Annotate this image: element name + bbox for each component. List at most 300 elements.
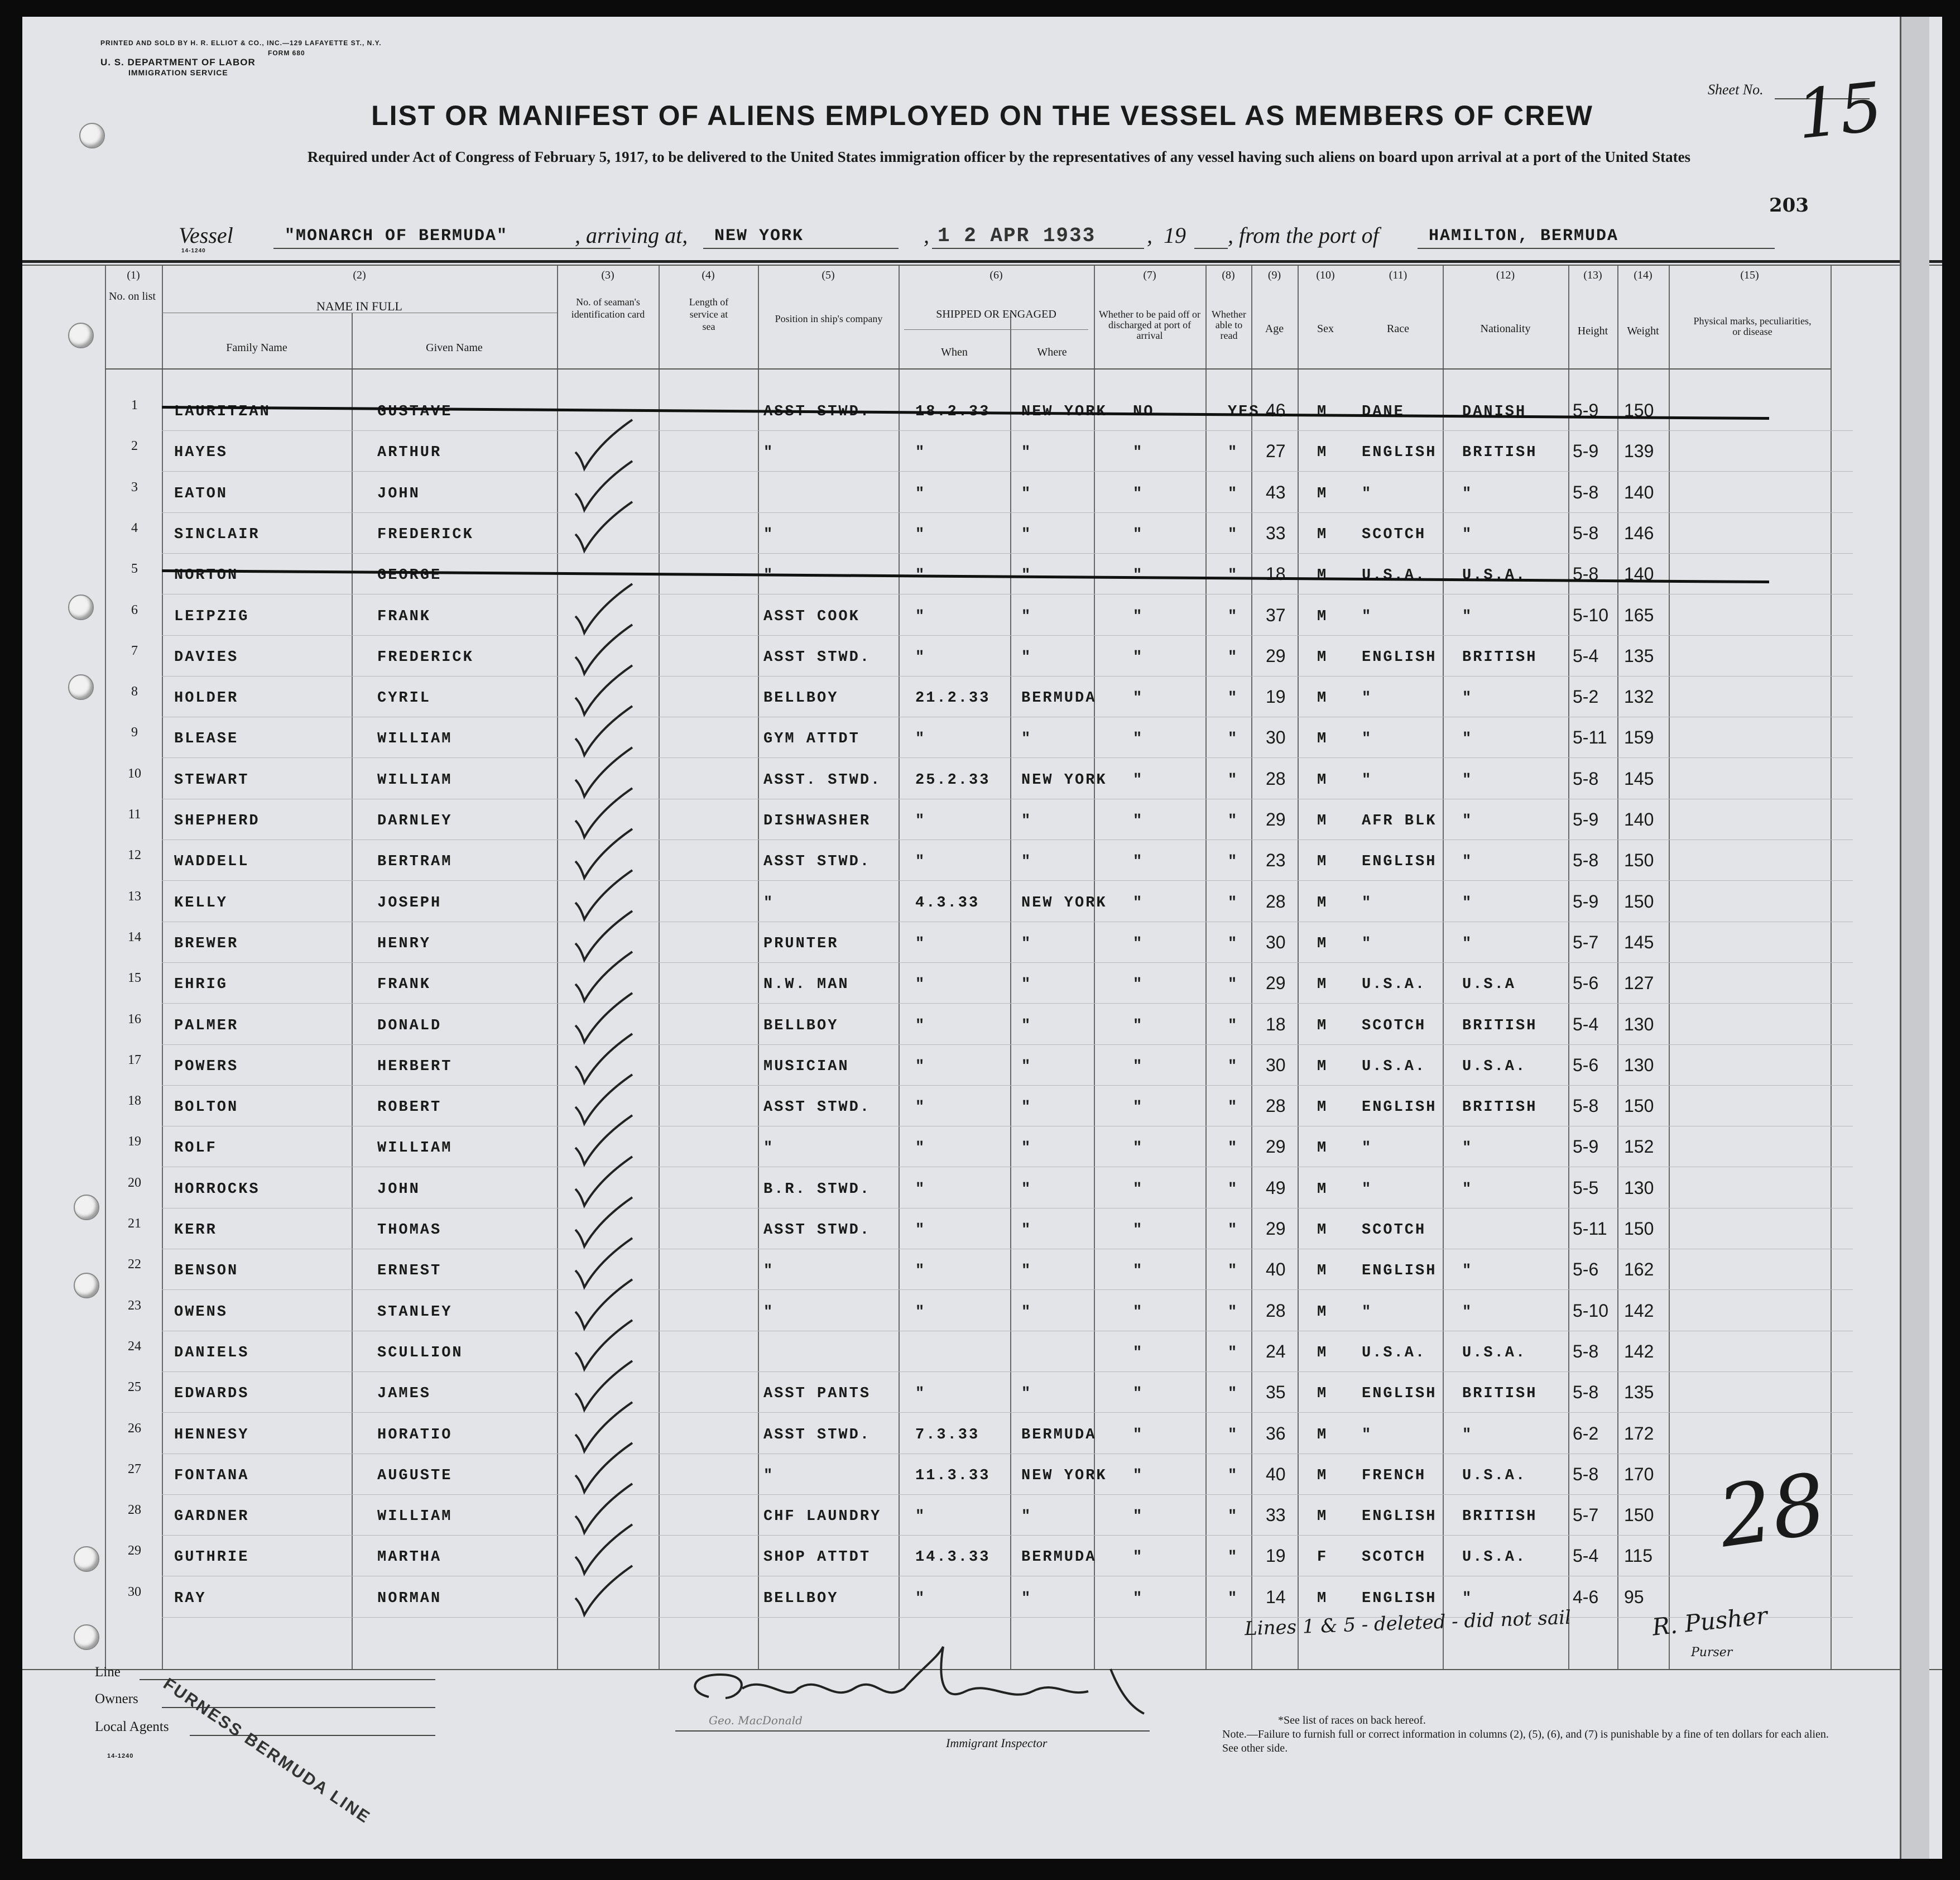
page-subtitle: Required under Act of Congress of February 5, 1917, to be delivered to the United States immigration officer by the representatives of any vessel having such aliens on board upon arrival at a port of the United States bbox=[307, 148, 1691, 165]
age-cell: 23 bbox=[1266, 850, 1286, 871]
sex-cell: M bbox=[1317, 1140, 1328, 1157]
where-cell: " bbox=[1021, 1017, 1032, 1034]
punch-hole bbox=[74, 1546, 99, 1572]
able-read-cell: " bbox=[1228, 853, 1239, 871]
race-cell: " bbox=[1362, 935, 1373, 952]
weight-cell: 150 bbox=[1624, 1219, 1654, 1239]
arrival-date: 1 2 APR 1933 bbox=[938, 224, 1096, 247]
weight-cell: 159 bbox=[1624, 727, 1654, 748]
able-read-cell: " bbox=[1228, 976, 1239, 994]
col-num: (9) bbox=[1267, 269, 1281, 281]
row-rule bbox=[162, 962, 1853, 963]
sex-cell: M bbox=[1317, 444, 1328, 462]
given-name-cell: MARTHA bbox=[377, 1549, 442, 1566]
nationality-cell: BRITISH bbox=[1462, 1099, 1538, 1116]
weight-cell: 139 bbox=[1624, 441, 1654, 462]
able-read-cell: " bbox=[1228, 1467, 1239, 1484]
nationality-cell: " bbox=[1462, 1181, 1473, 1198]
when-cell: 25.2.33 bbox=[915, 771, 991, 789]
height-cell: 5-2 bbox=[1573, 687, 1599, 707]
family-name-cell: GUTHRIE bbox=[174, 1549, 249, 1566]
weight-cell: 95 bbox=[1624, 1586, 1644, 1607]
paid-off-header: Whether to be paid off or discharged at port of arrival bbox=[1098, 309, 1201, 341]
arriving-label: , arriving at, bbox=[575, 223, 688, 248]
paid-off-cell: " bbox=[1133, 1467, 1144, 1484]
when-cell: " bbox=[915, 567, 926, 584]
position-header: Position in ship's company bbox=[775, 313, 883, 324]
row-number: 29 bbox=[128, 1543, 141, 1558]
where-cell: BERMUDA bbox=[1021, 690, 1097, 707]
weight-cell: 172 bbox=[1624, 1423, 1654, 1443]
weight-cell: 127 bbox=[1624, 973, 1654, 994]
year-comma: , bbox=[1147, 223, 1152, 248]
able-read-cell: " bbox=[1228, 690, 1239, 707]
row-rule bbox=[162, 1085, 1853, 1086]
paid-off-cell: " bbox=[1133, 1303, 1144, 1321]
age-cell: 40 bbox=[1266, 1464, 1286, 1484]
weight-cell: 165 bbox=[1624, 605, 1654, 625]
where-cell: " bbox=[1021, 608, 1032, 625]
nationality-cell: U.S.A. bbox=[1462, 1344, 1527, 1361]
where-cell: " bbox=[1021, 1058, 1032, 1075]
height-cell: 5-10 bbox=[1573, 1300, 1609, 1321]
row-number: 12 bbox=[128, 848, 141, 863]
age-cell: 29 bbox=[1266, 809, 1286, 829]
able-read-cell: " bbox=[1228, 1508, 1239, 1526]
able-read-cell: " bbox=[1228, 1344, 1239, 1361]
col-rule bbox=[1205, 266, 1207, 1670]
age-cell: 37 bbox=[1266, 605, 1286, 625]
where-cell: " bbox=[1021, 1303, 1032, 1321]
able-read-cell: " bbox=[1228, 1099, 1239, 1116]
race-cell: SCOTCH bbox=[1362, 526, 1426, 543]
height-cell: 5-4 bbox=[1573, 1014, 1599, 1034]
where-cell: NEW YORK bbox=[1021, 894, 1107, 912]
position-cell: " bbox=[763, 526, 775, 543]
height-cell: 5-9 bbox=[1573, 400, 1599, 420]
race-cell: U.S.A. bbox=[1362, 976, 1426, 994]
able-read-cell: " bbox=[1228, 731, 1239, 748]
row-rule bbox=[162, 635, 1853, 636]
position-cell: CHF LAUNDRY bbox=[763, 1508, 882, 1526]
weight-cell: 162 bbox=[1624, 1259, 1654, 1280]
age-cell: 19 bbox=[1266, 687, 1286, 707]
nationality-header: Nationality bbox=[1480, 323, 1531, 335]
race-cell: U.S.A. bbox=[1362, 1058, 1426, 1075]
header-bottom-rule bbox=[105, 368, 1831, 370]
row-number: 17 bbox=[128, 1052, 141, 1067]
position-cell: N.W. MAN bbox=[763, 976, 849, 994]
weight-cell: 140 bbox=[1624, 809, 1654, 829]
col-num: (1) bbox=[127, 269, 140, 281]
position-cell: BELLBOY bbox=[763, 690, 839, 707]
sex-cell: F bbox=[1317, 1549, 1328, 1566]
race-cell: ENGLISH bbox=[1362, 444, 1437, 462]
where-cell: " bbox=[1021, 935, 1032, 952]
col-num: (8) bbox=[1222, 269, 1235, 281]
when-cell: 11.3.33 bbox=[915, 1467, 991, 1484]
form-code: 14-1240 bbox=[181, 248, 206, 254]
row-rule bbox=[162, 1044, 1853, 1045]
able-read-cell: " bbox=[1228, 1303, 1239, 1321]
sex-cell: M bbox=[1317, 1508, 1328, 1526]
nationality-cell: DANISH bbox=[1462, 404, 1527, 420]
able-read-cell: " bbox=[1228, 1263, 1239, 1280]
height-cell: 5-6 bbox=[1573, 1259, 1599, 1280]
row-number: 18 bbox=[128, 1094, 141, 1109]
sex-header: Sex bbox=[1317, 323, 1334, 335]
given-name-cell: NORMAN bbox=[377, 1590, 442, 1607]
col-rule bbox=[659, 266, 660, 1670]
weight-cell: 150 bbox=[1624, 891, 1654, 912]
paid-off-cell: " bbox=[1133, 1508, 1144, 1526]
sex-cell: M bbox=[1317, 649, 1328, 666]
where-header: Where bbox=[1037, 346, 1067, 358]
nationality-cell: BRITISH bbox=[1462, 649, 1538, 666]
punch-hole bbox=[68, 323, 94, 348]
family-name-cell: STEWART bbox=[174, 771, 249, 789]
from-label: , from the port of bbox=[1228, 223, 1379, 248]
given-name-cell: BERTRAM bbox=[377, 853, 453, 871]
row-number: 19 bbox=[128, 1134, 141, 1149]
height-cell: 5-11 bbox=[1573, 727, 1607, 748]
row-rule bbox=[162, 757, 1853, 758]
when-cell: " bbox=[915, 1099, 926, 1116]
agents-label: Local Agents bbox=[95, 1719, 169, 1734]
age-cell: 46 bbox=[1266, 400, 1286, 420]
col-rule bbox=[352, 313, 353, 1669]
height-cell: 6-2 bbox=[1573, 1423, 1599, 1443]
position-cell: " bbox=[763, 1263, 775, 1280]
given-name-cell: FRANK bbox=[377, 608, 431, 625]
where-cell: " bbox=[1021, 649, 1032, 666]
sex-cell: M bbox=[1317, 404, 1328, 420]
age-cell: 43 bbox=[1266, 482, 1286, 502]
age-cell: 27 bbox=[1266, 441, 1286, 462]
height-cell: 5-8 bbox=[1573, 522, 1599, 543]
col-rule bbox=[1443, 266, 1444, 1670]
where-cell: NEW YORK bbox=[1021, 404, 1107, 420]
row-rule bbox=[162, 1412, 1853, 1413]
height-cell: 5-11 bbox=[1573, 1219, 1607, 1239]
able-read-cell: " bbox=[1228, 1017, 1239, 1034]
paid-off-cell: " bbox=[1133, 526, 1144, 543]
when-cell: " bbox=[915, 976, 926, 994]
when-cell: " bbox=[915, 935, 926, 952]
where-cell: " bbox=[1021, 485, 1032, 502]
sex-cell: M bbox=[1317, 1099, 1328, 1116]
where-cell: " bbox=[1021, 1590, 1032, 1607]
age-cell: 18 bbox=[1266, 1014, 1286, 1034]
paid-off-cell: " bbox=[1133, 976, 1144, 994]
when-cell: " bbox=[915, 1140, 926, 1157]
given-name-cell: GUSTAVE bbox=[377, 404, 453, 420]
able-read-cell: " bbox=[1228, 1058, 1239, 1075]
line-underline bbox=[140, 1679, 435, 1680]
col-num: (6) bbox=[989, 269, 1003, 281]
paid-off-cell: " bbox=[1133, 690, 1144, 707]
row-number: 21 bbox=[128, 1216, 141, 1231]
position-cell: BELLBOY bbox=[763, 1017, 839, 1034]
height-cell: 5-7 bbox=[1573, 932, 1599, 952]
when-cell: " bbox=[915, 1222, 926, 1239]
family-name-cell: WADDELL bbox=[174, 853, 249, 871]
race-cell: SCOTCH bbox=[1362, 1222, 1426, 1239]
row-rule bbox=[162, 1494, 1853, 1495]
weight-cell: 152 bbox=[1624, 1136, 1654, 1157]
race-cell: U.S.A. bbox=[1362, 1344, 1426, 1361]
race-cell: ENGLISH bbox=[1362, 1385, 1437, 1403]
family-name-cell: KERR bbox=[174, 1222, 217, 1239]
paid-off-cell: " bbox=[1133, 1181, 1144, 1198]
row-number: 26 bbox=[128, 1421, 141, 1436]
able-read-cell: " bbox=[1228, 1385, 1239, 1403]
given-name-cell: DARNLEY bbox=[377, 813, 453, 829]
able-read-header: Whether able to read bbox=[1212, 309, 1246, 341]
purser-title: Purser bbox=[1691, 1646, 1733, 1660]
family-name-cell: HOLDER bbox=[174, 690, 239, 707]
when-cell: " bbox=[915, 1385, 926, 1403]
col-rule bbox=[899, 266, 900, 1670]
position-cell: ASST STWD. bbox=[763, 1426, 871, 1443]
weight-cell: 170 bbox=[1624, 1464, 1654, 1484]
row-number: 15 bbox=[128, 971, 141, 986]
family-name-cell: EDWARDS bbox=[174, 1385, 249, 1403]
row-number: 2 bbox=[131, 439, 138, 454]
weight-cell: 140 bbox=[1624, 564, 1654, 584]
family-name-cell: POWERS bbox=[174, 1058, 239, 1075]
position-cell: DISHWASHER bbox=[763, 813, 871, 829]
nationality-cell: " bbox=[1462, 690, 1473, 707]
given-name-cell: JOHN bbox=[377, 1181, 420, 1198]
nationality-cell: U.S.A bbox=[1462, 976, 1516, 994]
where-cell: " bbox=[1021, 1508, 1032, 1526]
position-cell: " bbox=[763, 1467, 775, 1484]
weight-header: Weight bbox=[1627, 325, 1659, 337]
col-num: (4) bbox=[702, 269, 715, 281]
top-rule bbox=[22, 260, 1942, 263]
able-read-cell: " bbox=[1228, 1181, 1239, 1198]
total-count: 28 bbox=[1712, 1455, 1832, 1567]
date-underline bbox=[932, 248, 1144, 249]
height-cell: 5-8 bbox=[1573, 482, 1599, 502]
when-cell: " bbox=[915, 1590, 926, 1607]
col-rule bbox=[1568, 266, 1569, 1670]
when-cell: 21.2.33 bbox=[915, 690, 991, 707]
when-cell: " bbox=[915, 1017, 926, 1034]
row-number: 20 bbox=[128, 1175, 141, 1190]
age-cell: 28 bbox=[1266, 768, 1286, 789]
race-cell: " bbox=[1362, 1426, 1373, 1443]
inspector-label: Immigrant Inspector bbox=[946, 1736, 1048, 1750]
able-read-cell: " bbox=[1228, 935, 1239, 952]
paid-off-cell: " bbox=[1133, 1549, 1144, 1566]
paid-off-cell: " bbox=[1133, 1058, 1144, 1075]
age-cell: 29 bbox=[1266, 973, 1286, 994]
family-name-cell: DAVIES bbox=[174, 649, 239, 666]
family-name-cell: DANIELS bbox=[174, 1344, 249, 1361]
weight-cell: 135 bbox=[1624, 1382, 1654, 1403]
row-number: 6 bbox=[131, 602, 138, 617]
row-number: 25 bbox=[128, 1380, 141, 1395]
race-cell: " bbox=[1362, 690, 1373, 707]
when-cell: " bbox=[915, 1508, 926, 1526]
age-cell: 33 bbox=[1266, 1505, 1286, 1526]
checkmark-icon bbox=[572, 500, 639, 555]
age-header: Age bbox=[1265, 323, 1284, 335]
col-rule bbox=[758, 266, 759, 1670]
col-rule bbox=[1298, 266, 1299, 1670]
sex-cell: M bbox=[1317, 1344, 1328, 1361]
height-cell: 5-8 bbox=[1573, 564, 1599, 584]
row-rule bbox=[162, 1617, 1853, 1618]
from-underline bbox=[1418, 248, 1775, 249]
height-cell: 5-9 bbox=[1573, 1136, 1599, 1157]
position-cell: ASST. STWD. bbox=[763, 771, 882, 789]
family-name-cell: HORROCKS bbox=[174, 1181, 260, 1198]
when-header: When bbox=[941, 346, 968, 358]
col-rule bbox=[1010, 313, 1011, 1669]
sex-cell: M bbox=[1317, 1467, 1328, 1484]
paid-off-cell: " bbox=[1133, 1590, 1144, 1607]
row-number: 7 bbox=[131, 643, 138, 658]
col-num: (3) bbox=[601, 269, 614, 281]
top-rule-2 bbox=[22, 265, 1942, 266]
able-read-cell: " bbox=[1228, 1140, 1239, 1157]
paid-off-cell: " bbox=[1133, 813, 1144, 829]
race-cell: " bbox=[1362, 608, 1373, 625]
punch-hole bbox=[74, 1273, 99, 1298]
family-name-cell: HAYES bbox=[174, 444, 228, 462]
sex-cell: M bbox=[1317, 1058, 1328, 1075]
sex-cell: M bbox=[1317, 1385, 1328, 1403]
able-read-cell: " bbox=[1228, 1590, 1239, 1607]
col-rule bbox=[1669, 266, 1670, 1670]
footer-notes bbox=[1222, 1714, 1836, 1756]
when-cell: 4.3.33 bbox=[915, 894, 980, 912]
weight-cell: 130 bbox=[1624, 1014, 1654, 1034]
sex-cell: M bbox=[1317, 567, 1328, 584]
family-name-cell: BENSON bbox=[174, 1263, 239, 1280]
given-name-cell: HENRY bbox=[377, 935, 431, 952]
row-number: 22 bbox=[128, 1257, 141, 1272]
age-cell: 18 bbox=[1266, 564, 1286, 584]
height-cell: 5-8 bbox=[1573, 768, 1599, 789]
race-cell: " bbox=[1362, 894, 1373, 912]
able-read-cell: " bbox=[1228, 894, 1239, 912]
row-number: 14 bbox=[128, 929, 141, 944]
where-cell: " bbox=[1021, 731, 1032, 748]
given-name-cell: CYRIL bbox=[377, 690, 431, 707]
age-cell: 29 bbox=[1266, 1136, 1286, 1157]
arriving-underline bbox=[703, 248, 899, 249]
row-number: 23 bbox=[128, 1298, 141, 1313]
nationality-cell: " bbox=[1462, 1140, 1473, 1157]
when-cell: 14.3.33 bbox=[915, 1549, 991, 1566]
age-cell: 28 bbox=[1266, 1096, 1286, 1116]
year-label: 19 bbox=[1164, 223, 1186, 248]
age-cell: 28 bbox=[1266, 891, 1286, 912]
shipped-header: SHIPPED OR ENGAGED bbox=[936, 308, 1056, 320]
nationality-cell: " bbox=[1462, 1426, 1473, 1443]
position-cell: GYM ATTDT bbox=[763, 731, 860, 748]
given-name-cell: WILLIAM bbox=[377, 1140, 453, 1157]
weight-cell: 140 bbox=[1624, 482, 1654, 502]
vessel-name: "MONARCH OF BERMUDA" bbox=[285, 227, 508, 246]
paid-off-cell: " bbox=[1133, 1099, 1144, 1116]
when-cell: " bbox=[915, 1058, 926, 1075]
age-cell: 28 bbox=[1266, 1300, 1286, 1321]
manifest-sheet bbox=[22, 17, 1942, 1859]
col-rule bbox=[1617, 266, 1618, 1670]
row-number: 10 bbox=[128, 766, 141, 781]
where-cell: " bbox=[1021, 1222, 1032, 1239]
purser-signature: R. Pusher bbox=[1651, 1601, 1769, 1641]
nationality-cell: " bbox=[1462, 813, 1473, 829]
race-cell: FRENCH bbox=[1362, 1467, 1426, 1484]
owners-label: Owners bbox=[95, 1691, 138, 1706]
able-read-cell: " bbox=[1228, 1222, 1239, 1239]
height-cell: 5-8 bbox=[1573, 850, 1599, 871]
where-cell: NEW YORK bbox=[1021, 1467, 1107, 1484]
row-number: 4 bbox=[131, 520, 138, 535]
paid-off-cell: " bbox=[1133, 771, 1144, 789]
where-cell: BERMUDA bbox=[1021, 1549, 1097, 1566]
when-cell: " bbox=[915, 731, 926, 748]
row-number: 1 bbox=[131, 398, 138, 413]
nationality-cell: BRITISH bbox=[1462, 1385, 1538, 1403]
height-cell: 5-9 bbox=[1573, 441, 1599, 462]
col-num: (5) bbox=[822, 269, 835, 281]
family-name-cell: LEIPZIG bbox=[174, 608, 249, 625]
height-cell: 5-4 bbox=[1573, 1546, 1599, 1566]
col-num: (7) bbox=[1143, 269, 1156, 281]
nationality-cell: " bbox=[1462, 894, 1473, 912]
weight-cell: 145 bbox=[1624, 932, 1654, 952]
paid-off-cell: " bbox=[1133, 731, 1144, 748]
height-cell: 5-4 bbox=[1573, 645, 1599, 666]
family-name-cell: PALMER bbox=[174, 1017, 239, 1034]
service-label: IMMIGRATION SERVICE bbox=[128, 68, 228, 77]
race-cell: ENGLISH bbox=[1362, 649, 1437, 666]
position-cell: " bbox=[763, 894, 775, 912]
col-num: (13) bbox=[1583, 269, 1602, 281]
where-cell: BERMUDA bbox=[1021, 1426, 1097, 1443]
given-name-cell: FRANK bbox=[377, 976, 431, 994]
age-cell: 36 bbox=[1266, 1423, 1286, 1443]
where-cell: " bbox=[1021, 444, 1032, 462]
able-read-cell: YES bbox=[1228, 404, 1260, 420]
position-cell: ASST STWD. bbox=[763, 1222, 871, 1239]
race-cell: " bbox=[1362, 1303, 1373, 1321]
col-rule bbox=[1094, 266, 1095, 1670]
sex-cell: M bbox=[1317, 1181, 1328, 1198]
given-name-cell: WILLIAM bbox=[377, 731, 453, 748]
family-name-header: Family Name bbox=[226, 342, 287, 354]
nationality-cell: " bbox=[1462, 935, 1473, 952]
row-rule bbox=[162, 1371, 1853, 1372]
sex-cell: M bbox=[1317, 853, 1328, 871]
age-cell: 19 bbox=[1266, 1546, 1286, 1566]
family-name-cell: HENNESY bbox=[174, 1426, 249, 1443]
nationality-cell: BRITISH bbox=[1462, 1017, 1538, 1034]
race-cell: ENGLISH bbox=[1362, 1099, 1437, 1116]
sex-cell: M bbox=[1317, 731, 1328, 748]
nationality-cell: " bbox=[1462, 771, 1473, 789]
race-cell: " bbox=[1362, 771, 1373, 789]
when-cell: " bbox=[915, 608, 926, 625]
weight-cell: 132 bbox=[1624, 687, 1654, 707]
